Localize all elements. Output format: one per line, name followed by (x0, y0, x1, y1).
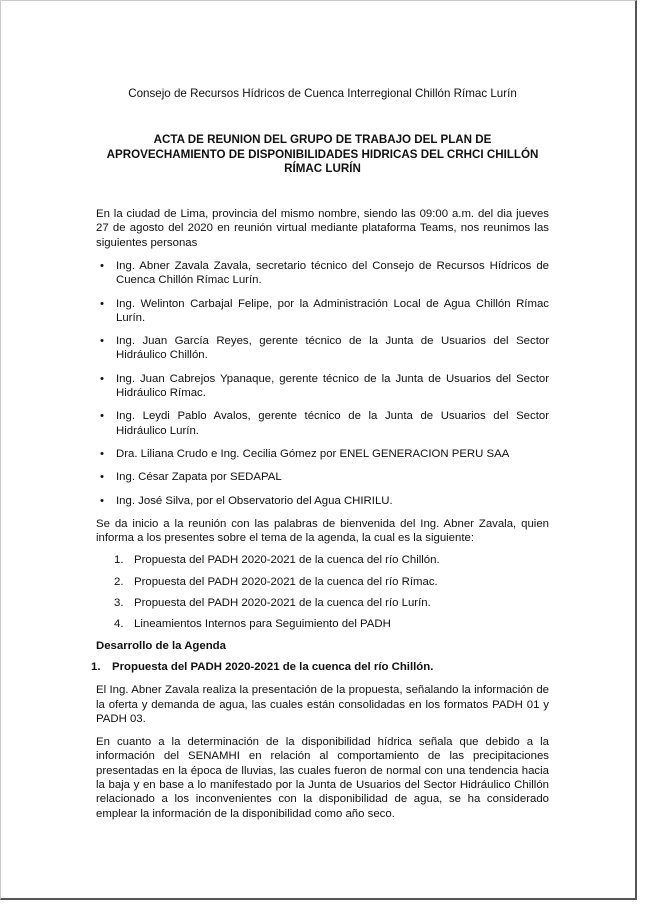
bullet-icon: • (100, 335, 104, 348)
attendee-text: Ing. José Silva, por el Observatorio del Agua CHIRILU. (116, 494, 393, 507)
agenda-item-number: 2. (114, 575, 124, 588)
document-title: ACTA DE REUNION DEL GRUPO DE TRABAJO DEL PLAN DE APROVECHAMIENTO DE DISPONIBILIDADES HIDRICAS DEL CRHCI CHILLÓN RÍMAC LURÍN (106, 133, 539, 176)
bullet-icon: • (100, 372, 104, 385)
organization-header: Consejo de Recursos Hídricos de Cuenca Interregional Chillón Rímac Lurín (128, 87, 517, 100)
agenda-item (96, 553, 549, 567)
attendee-text: Ing. César Zapata por SEDAPAL (116, 471, 282, 484)
bullet-icon: • (100, 410, 104, 423)
attendee-text: Ing. Abner Zavala Zavala, secretario técnico del Consejo de Recursos Hídricos de Cuenca Chillón Rímac Lurín. (116, 259, 549, 287)
attendee-list (96, 259, 549, 508)
agenda-list (96, 553, 549, 631)
agenda-item-text: Propuesta del PADH 2020-2021 de la cuenca del río Lurín. (134, 597, 431, 610)
agenda-intro-paragraph: Se da inicio a la reunión con las palabras de bienvenida del Ing. Abner Zavala, quien informa a los presentes sobre el tema de la agenda, la cual es la siguiente: (96, 517, 549, 545)
document-content (91, 87, 549, 821)
agenda-item-number: 1. (114, 554, 124, 567)
section-1-paragraph: En cuanto a la determinación de la disponibilidad hídrica señala que debido a la información del SENAMHI en relación al comportamiento de las precipitaciones presentadas en la época de lluvias, las cuales fueron de normal con una tendencia hacia la baja y en base a lo manifestado por la Junta de Usuarios del Sector Hidráulico Chillón relacionado a los inconvenientes con la disponibilidad de agua, se ha considerado emplear la información de la disponibilidad como año seco. (96, 736, 549, 820)
agenda-item (96, 596, 549, 610)
attendee-item (96, 334, 549, 363)
section-1-number: 1. (91, 660, 101, 673)
agenda-item-text: Propuesta del PADH 2020-2021 de la cuenca del río Rímac. (134, 575, 438, 588)
agenda-item-text: Propuesta del PADH 2020-2021 de la cuenca del río Chillón. (134, 554, 440, 567)
development-heading: Desarrollo de la Agenda (96, 639, 226, 652)
agenda-item-number: 4. (114, 618, 124, 631)
section-1-paragraph: El Ing. Abner Zavala realiza la presentación de la propuesta, señalando la información de la oferta y demanda de agua, las cuales están consolidadas en los formatos PADH 01 y PADH 03. (96, 684, 549, 725)
attendee-item (96, 470, 549, 484)
attendee-item (96, 409, 549, 438)
attendee-item (96, 447, 549, 461)
attendee-text: Ing. Welinton Carbajal Felipe, por la Administración Local de Agua Chillón Rímac Lurín. (116, 297, 549, 324)
attendee-item (96, 259, 549, 288)
section-1-heading (91, 660, 549, 674)
agenda-item-number: 3. (114, 597, 124, 610)
attendee-item (96, 372, 549, 401)
bullet-icon: • (100, 471, 104, 484)
attendee-text: Ing. Leydi Pablo Avalos, gerente técnico de la Junta de Usuarios del Sector Hidráulico Lurín. (116, 410, 549, 437)
bullet-icon: • (100, 494, 104, 507)
attendee-item (96, 297, 549, 326)
bullet-icon: • (100, 297, 104, 310)
agenda-item (96, 575, 549, 589)
attendee-text: Ing. Juan Cabrejos Ypanaque, gerente técnico de la Junta de Usuarios del Sector Hidráulico Rímac. (116, 372, 549, 400)
section-1-heading-text: Propuesta del PADH 2020-2021 de la cuenca del río Chillón. (112, 660, 434, 673)
intro-paragraph: En la ciudad de Lima, provincia del mismo nombre, siendo las 09:00 a.m. del dia jueves 27 de agosto del 2020 en reunión virtual mediante plataforma Teams, nos reunimos las siguientes personas (96, 208, 549, 249)
bullet-icon: • (100, 259, 104, 272)
agenda-item (96, 617, 549, 631)
agenda-item-text: Lineamientos Internos para Seguimiento del PADH (134, 618, 391, 631)
attendee-text: Ing. Juan García Reyes, gerente técnico de la Junta de Usuarios del Sector Hidráulico Chillón. (116, 335, 549, 362)
attendee-text: Dra. Liliana Crudo e Ing. Cecilia Gómez por ENEL GENERACION PERU SAA (116, 447, 510, 460)
attendee-item (96, 494, 549, 508)
bullet-icon: • (100, 447, 104, 460)
